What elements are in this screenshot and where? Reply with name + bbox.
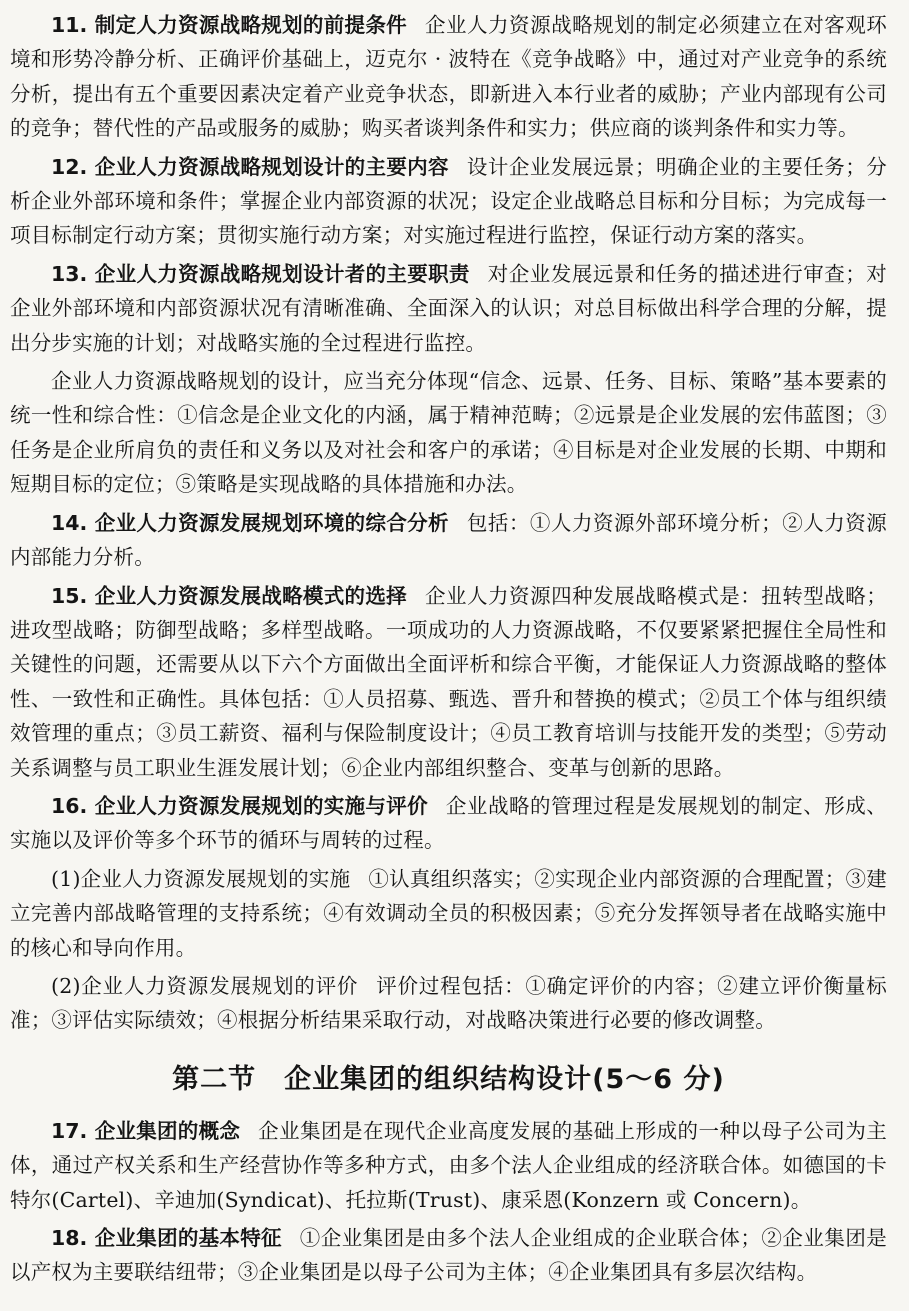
item-16 xyxy=(10,789,887,858)
item-body: 包括：①人力资源外部环境分析；②人力资源内部能力分析。 xyxy=(10,510,887,570)
item-14 xyxy=(10,506,887,575)
item-13 xyxy=(10,257,887,360)
item-body: 企业战略的管理过程是发展规划的制定、形成、实施以及评价等多个环节的循环与周转的过程。 xyxy=(10,793,888,853)
item-heading: 17. 企业集团的概念 xyxy=(51,1118,241,1143)
sub-heading: (2)企业人力资源发展规划的评价 xyxy=(51,973,359,998)
section-title: 第二节 企业集团的组织结构设计(5～6 分) xyxy=(172,1063,725,1095)
item-body: 企业集团是在现代企业高度发展的基础上形成的一种以母子公司为主体，通过产权关系和生产经营协作等多种方式，由多个法人企业组成的经济联合体。如德国的卡特尔(Cartel)、辛迪加(Syndicat)、托拉斯(Trust)、康采恩(Konzern 或 Concern)。 xyxy=(10,1118,887,1212)
item-heading: 15. 企业人力资源发展战略模式的选择 xyxy=(51,583,407,608)
item-16-sub-1 xyxy=(10,862,887,965)
item-body: 企业人力资源战略规划的制定必须建立在对客观环境和形势冷静分析、正确评价基础上，迈克尔 · 波特在《竞争战略》中，通过对产业竞争的系统分析，提出有五个重要因素决定着产业竞争状态，即新进入本行业者的威胁；产业内部现有公司的竞争；替代性的产品或服务的威胁；购买者谈判条件和实力；供应商的谈判条件和实力等。 xyxy=(10,13,888,141)
item-body: 设计企业发展远景；明确企业的主要任务；分析企业外部环境和条件；掌握企业内部资源的状况；设定企业战略总目标和分目标；为完成每一项目标制定行动方案；贯彻实施行动方案；对实施过程进行监控，保证行动方案的落实。 xyxy=(10,154,887,248)
strategy-elements-paragraph: 企业人力资源战略规划的设计，应当充分体现“信念、远景、任务、目标、策略”基本要素的统一性和综合性：①信念是企业文化的内涵，属于精神范畴；②远景是企业发展的宏伟蓝图；③任务是企业所肩负的责任和义务以及对社会和客户的承诺；④目标是对企业发展的长期、中期和短期目标的定位；⑤策略是实现战略的具体措施和办法。 xyxy=(10,369,887,497)
item-18 xyxy=(10,1221,887,1290)
item-heading: 16. 企业人力资源发展规划的实施与评价 xyxy=(51,793,428,818)
item-body: 企业人力资源四种发展战略模式是：扭转型战略；进攻型战略；防御型战略；多样型战略。一项成功的人力资源战略，不仅要紧紧把握住全局性和关键性的问题，还需要从以下六个方面做出全面评析和综合平衡，才能保证人力资源战略的整体性、一致性和正确性。具体包括：①人员招募、甄选、晋升和替换的模式；②员工个体与组织绩效管理的重点；③员工薪资、福利与保险制度设计；④员工教育培训与技能开发的类型；⑤劳动关系调整与员工职业生涯发展计划；⑥企业内部组织整合、变革与创新的思路。 xyxy=(10,583,888,780)
item-11 xyxy=(10,8,887,146)
item-heading: 14. 企业人力资源发展规划环境的综合分析 xyxy=(51,510,449,535)
item-body: ①企业集团是由多个法人企业组成的企业联合体；②企业集团是以产权为主要联结纽带；③企业集团是以母子公司为主体；④企业集团具有多层次结构。 xyxy=(10,1226,887,1285)
sub-heading: (1)企业人力资源发展规划的实施 xyxy=(51,866,351,891)
sub-body: 评价过程包括：①确定评价的内容；②建立评价衡量标准；③评估实际绩效；④根据分析结果采取行动，对战略决策进行必要的修改调整。 xyxy=(10,973,887,1033)
item-heading: 18. 企业集团的基本特征 xyxy=(51,1226,282,1250)
item-12 xyxy=(10,150,887,253)
item-heading: 12. 企业人力资源战略规划设计的主要内容 xyxy=(51,154,449,179)
item-15 xyxy=(10,579,887,785)
item-heading: 11. 制定人力资源战略规划的前提条件 xyxy=(51,13,407,37)
item-heading: 13. 企业人力资源战略规划设计者的主要职责 xyxy=(51,261,470,286)
item-17 xyxy=(10,1114,887,1217)
item-16-sub-2 xyxy=(10,969,887,1038)
item-body: 对企业发展远景和任务的描述进行审查；对企业外部环境和内部资源状况有清晰准确、全面深入的认识；对总目标做出科学合理的分解，提出分步实施的计划；对战略实施的全过程进行监控。 xyxy=(10,261,887,355)
sub-body: ①认真组织落实；②实现企业内部资源的合理配置；③建立完善内部战略管理的支持系统；④有效调动全员的积极因素；⑤充分发挥领导者在战略实施中的核心和导向作用。 xyxy=(10,866,887,960)
